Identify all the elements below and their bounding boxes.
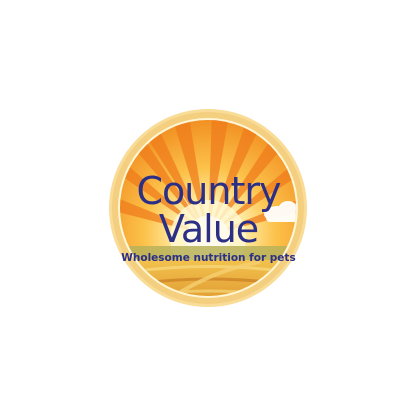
brand-name-line1: Country	[136, 169, 281, 213]
tagline: Wholesome nutrition for pets	[121, 252, 296, 264]
brand-name-line2: Value	[158, 207, 259, 251]
